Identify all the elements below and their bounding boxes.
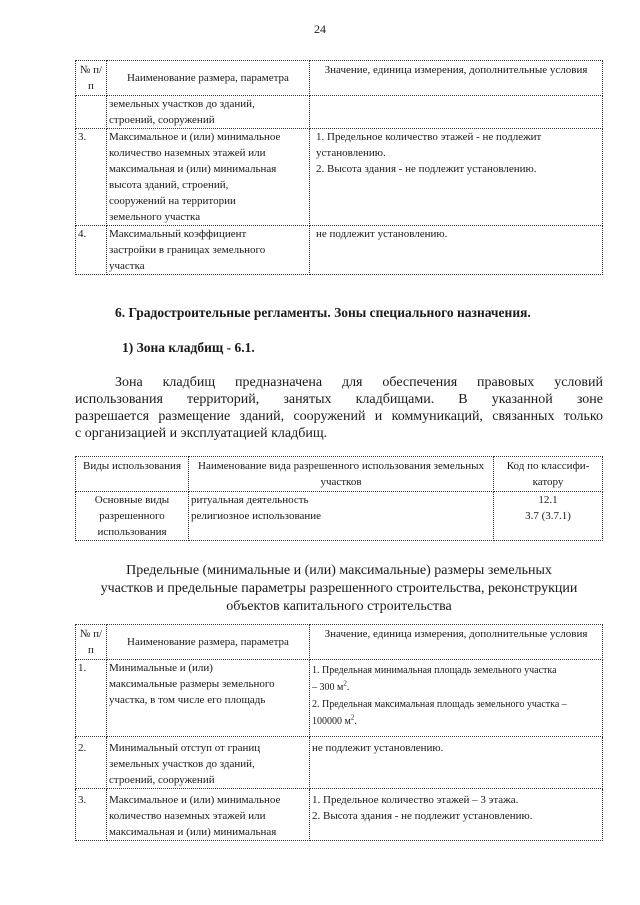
params-table-1 (75, 60, 603, 275)
row-value: не подлежит установлению. (310, 226, 603, 275)
row-name: Максимальное и (или) минимальное количество наземных этажей или максимальная и (или) минимальная высота зданий, строений, сооружений на территории земельного участка (107, 129, 310, 226)
header-name: Наименование размера, параметра (107, 625, 310, 660)
header-num: № п/п (76, 61, 107, 96)
table-row (76, 226, 603, 275)
row-num: 1. (76, 660, 107, 737)
table-row (76, 492, 603, 541)
zone-heading: 1) Зона кладбищ - 6.1. (122, 340, 255, 355)
row-num: 2. (76, 737, 107, 789)
limits-title: Предельные (минимальные и (или) максимальные) размеры земельных участков и предельные параметры разрешенного строительства, реконструкции объектов капитального строительства (100, 563, 578, 614)
usage-table (75, 456, 603, 541)
page-number: 24 (314, 22, 326, 36)
header-code: Код по классифи-катору (494, 457, 603, 492)
row-num: 3. (76, 129, 107, 226)
params-table-2 (75, 624, 603, 841)
table-row (76, 660, 603, 737)
table-row (76, 96, 603, 129)
header-num: № п/п (76, 625, 107, 660)
row-name: земельных участков до зданий, строений, сооружений (107, 96, 310, 129)
zone-paragraph: Зона кладбищ предназначена для обеспечения правовых условий использования территорий, занятых кладбищами. В указанной зоне разрешается размещение зданий, сооружений и коммуникаций, связанных только с организацией и эксплуатацией кладбищ. (75, 375, 603, 441)
row-value: 1. Предельная минимальная площадь земельного участка – 300 $м^2$. 2. Предельная максимальная площадь земельного участка – 100000 $м^2$. (310, 660, 603, 737)
row-name: Максимальный коэффициент застройки в границах земельного участка (107, 226, 310, 275)
row-name: Максимальное и (или) минимальное количество наземных этажей или максимальная и (или) минимальная (107, 789, 310, 841)
row-value (310, 96, 603, 129)
row-value: 1. Предельное количество этажей - не подлежит установлению. 2. Высота здания - не подлежит установлению. (310, 129, 603, 226)
table-row (76, 129, 603, 226)
header-name: Наименование размера, параметра (107, 61, 310, 96)
header-value: Значение, единица измерения, дополнительные условия (310, 61, 603, 96)
header-usage-name: Наименование вида разрешенного использования земельных участков (189, 457, 494, 492)
header-type: Виды использования (76, 457, 189, 492)
row-usage-names: ритуальная деятельность религиозное использование (189, 492, 494, 541)
section-heading: 6. Градостроительные регламенты. Зоны специального назначения. (115, 305, 531, 320)
table-row (76, 737, 603, 789)
row-name: Минимальные и (или) максимальные размеры земельного участка, в том числе его площадь (107, 660, 310, 737)
header-value: Значение, единица измерения, дополнительные условия (310, 625, 603, 660)
row-num (76, 96, 107, 129)
row-type: Основные виды разрешенного использования (76, 492, 189, 541)
row-num: 3. (76, 789, 107, 841)
row-name: Минимальный отступ от границ земельных участков до зданий, строений, сооружений (107, 737, 310, 789)
table-row (76, 789, 603, 841)
row-value: 1. Предельное количество этажей – 3 этажа. 2. Высота здания - не подлежит установлению. (310, 789, 603, 841)
row-value: не подлежит установлению. (310, 737, 603, 789)
row-num: 4. (76, 226, 107, 275)
row-codes: 12.1 3.7 (3.7.1) (494, 492, 603, 541)
